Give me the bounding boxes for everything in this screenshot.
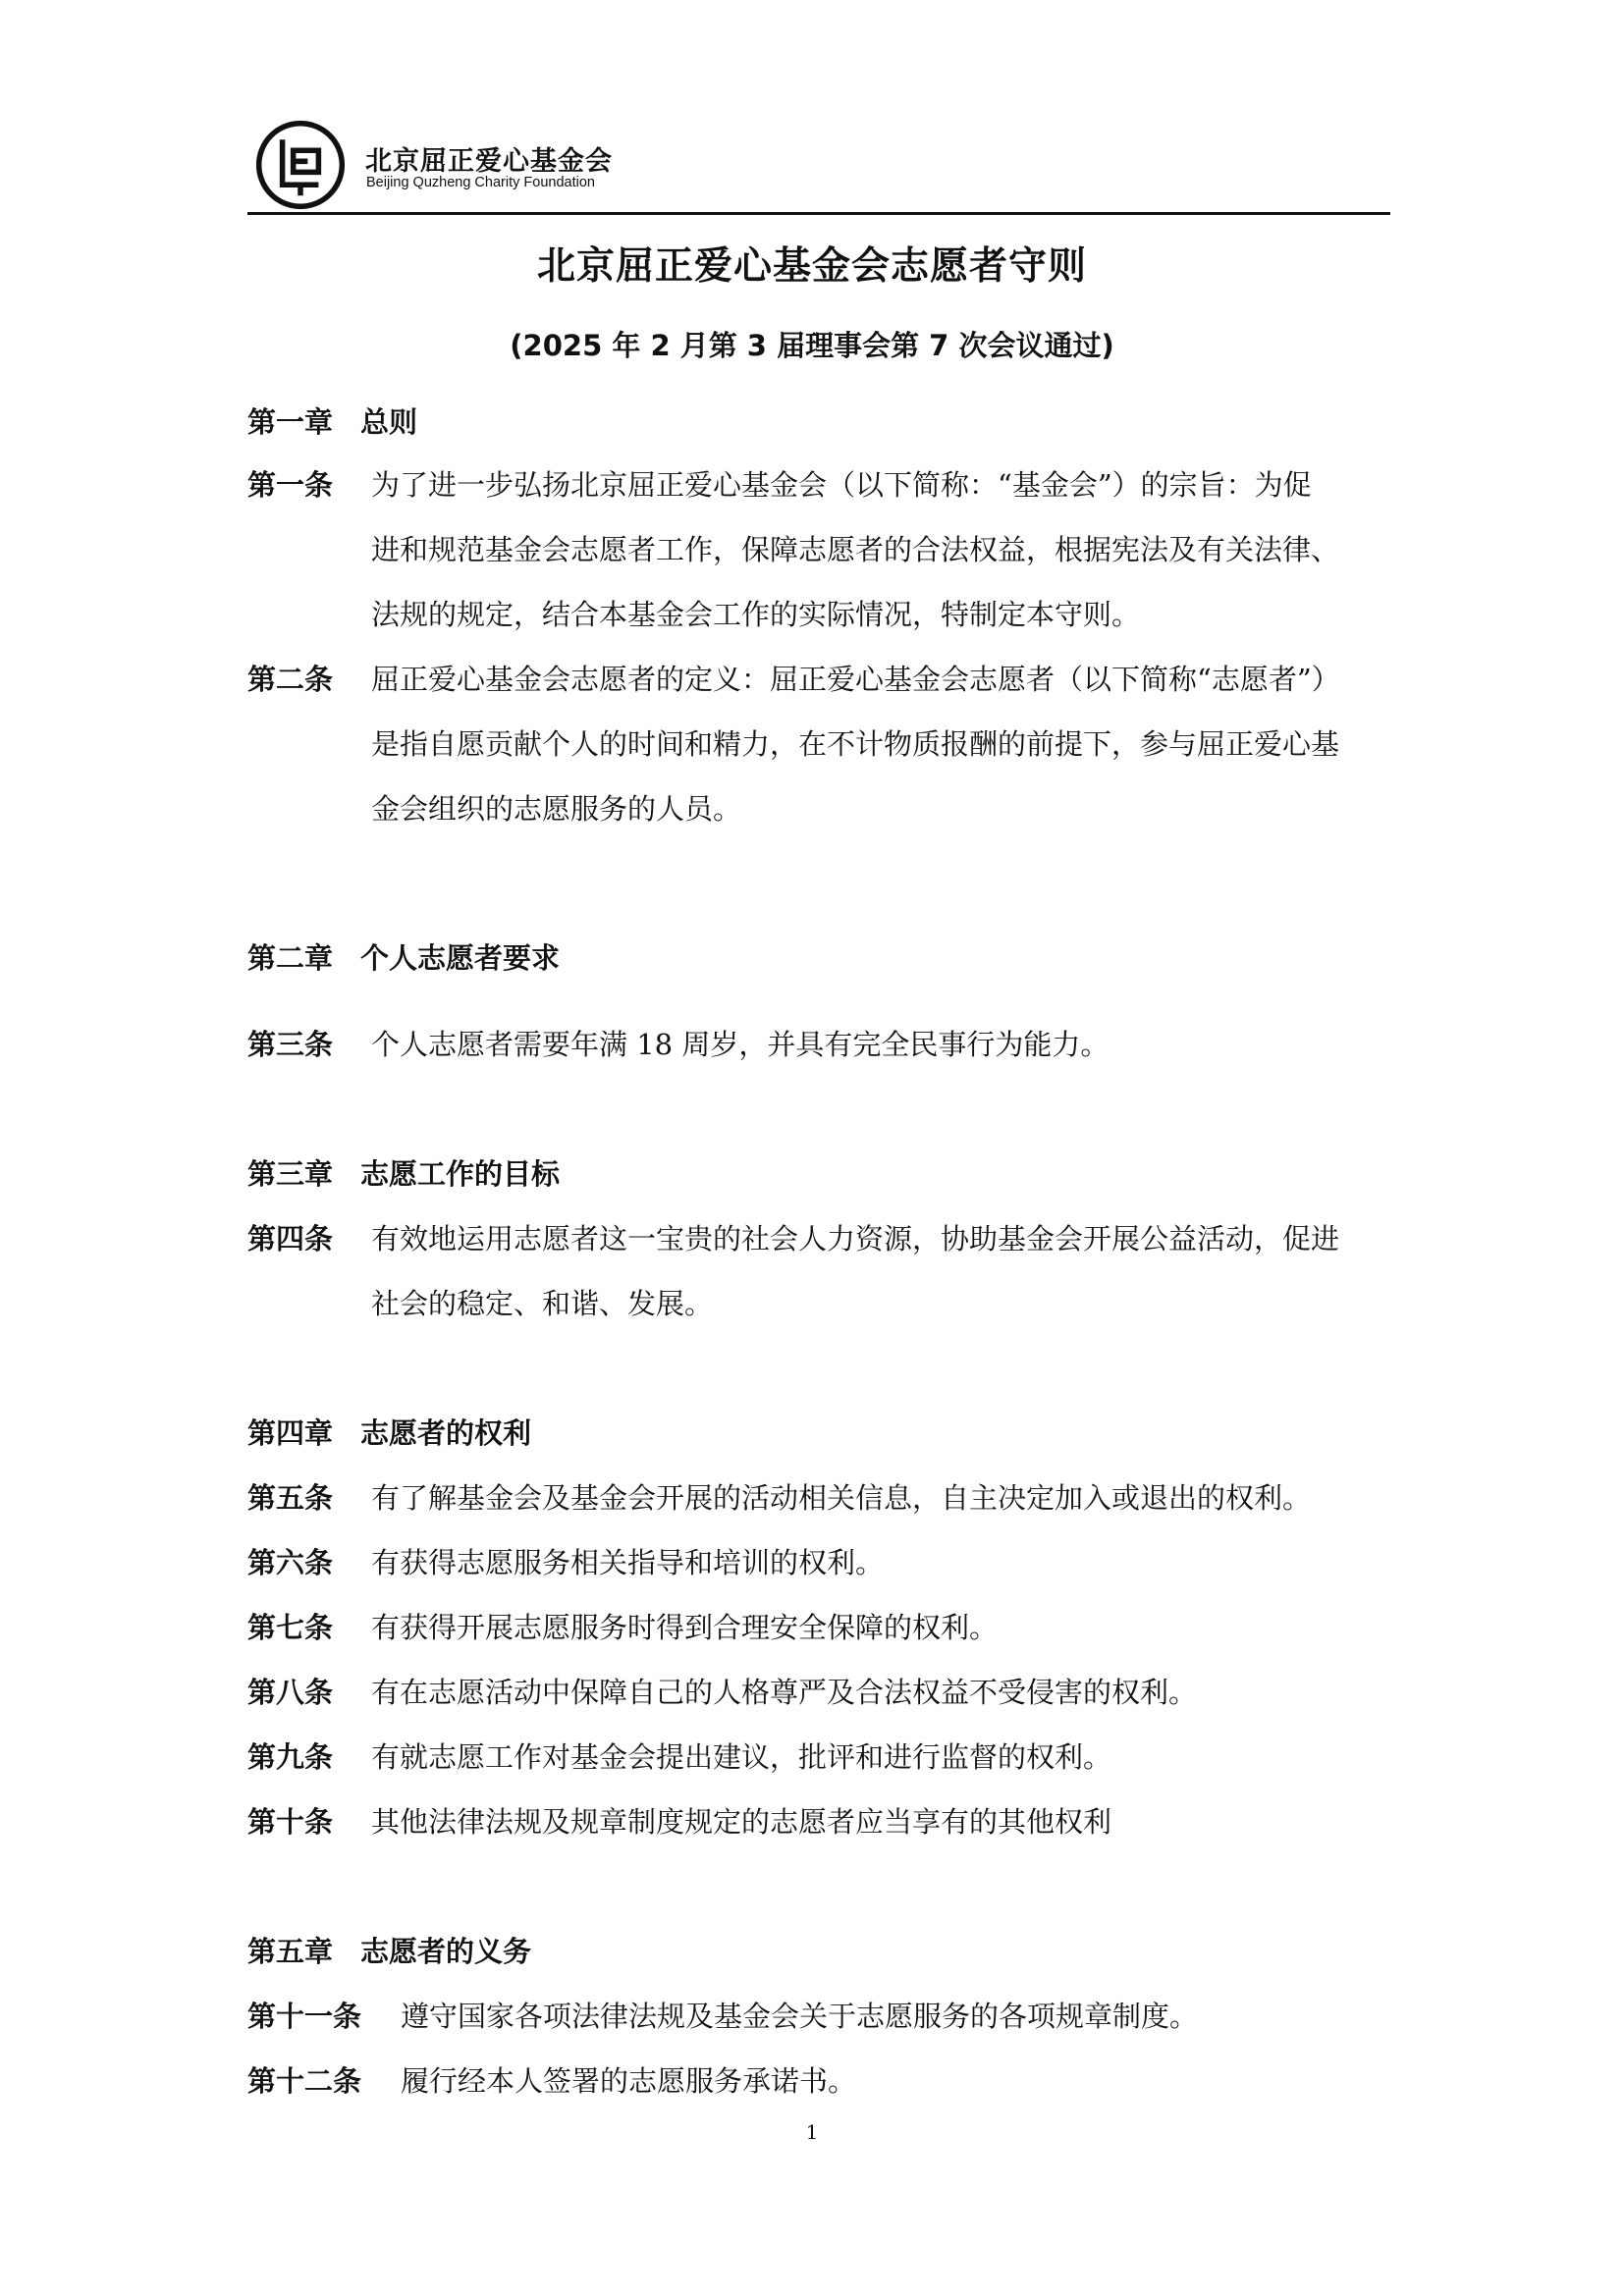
article-label: 第七条 <box>247 1611 334 1644</box>
article-label: 第五条 <box>247 1481 334 1515</box>
article-text-line: 个人志愿者需要年满 18 周岁，并具有完全民事行为能力。 <box>371 1028 1110 1061</box>
chapter-heading <box>247 402 417 443</box>
article-text-line: 有了解基金会及基金会开展的活动相关信息，自主决定加入或退出的权利。 <box>371 1481 1312 1515</box>
article-text-line: 是指自愿贡献个人的时间和精力，在不计物质报酬的前提下，参与屈正爱心基 <box>371 727 1340 761</box>
article-label: 第四条 <box>247 1222 334 1255</box>
article-text-line: 有效地运用志愿者这一宝贵的社会人力资源，协助基金会开展公益活动，促进 <box>371 1222 1340 1255</box>
chapter-title: 志愿者的义务 <box>360 1935 532 1968</box>
header-rule <box>247 212 1390 215</box>
article-text-line: 社会的稳定、和谐、发展。 <box>371 1287 714 1320</box>
chapter-label: 第五章 <box>247 1935 334 1968</box>
article-label: 第一条 <box>247 468 334 502</box>
qu-seal-logo-icon <box>255 120 346 210</box>
chapter-heading <box>247 1932 531 1972</box>
article-text-line: 金会组织的志愿服务的人员。 <box>371 792 742 826</box>
chapter-heading <box>247 938 560 979</box>
letterhead <box>247 120 1386 214</box>
chapter-label: 第四章 <box>247 1416 334 1450</box>
article-label: 第十条 <box>247 1805 334 1839</box>
article-label: 第六条 <box>247 1546 334 1579</box>
chapter-title: 总则 <box>360 405 418 439</box>
chapter-label: 第一章 <box>247 405 334 439</box>
article-text-line: 有获得志愿服务相关指导和培训的权利。 <box>371 1546 885 1579</box>
article-text-line: 有就志愿工作对基金会提出建议，批评和进行监督的权利。 <box>371 1740 1112 1774</box>
document-subtitle: (2025 年 2 月第 3 届理事会第 7 次会议通过) <box>510 329 1114 362</box>
article-text-line: 进和规范基金会志愿者工作，保障志愿者的合法权益，根据宪法及有关法律、 <box>371 533 1340 566</box>
article-text-line: 有在志愿活动中保障自己的人格尊严及合法权益不受侵害的权利。 <box>371 1676 1198 1709</box>
chapter-title: 志愿工作的目标 <box>360 1157 561 1191</box>
chapter-label: 第二章 <box>247 941 334 975</box>
article-text-line: 其他法律法规及规章制度规定的志愿者应当享有的其他权利 <box>371 1805 1112 1839</box>
article-text-line: 法规的规定，结合本基金会工作的实际情况，特制定本守则。 <box>371 598 1141 631</box>
article-text-line: 为了进一步弘扬北京屈正爱心基金会（以下简称：“基金会”）的宗旨：为促 <box>371 468 1312 502</box>
chapter-heading <box>247 1414 531 1454</box>
org-name-cn: 北京屈正爱心基金会 <box>365 146 613 177</box>
chapter-title: 志愿者的权利 <box>360 1416 532 1450</box>
article-label: 第九条 <box>247 1740 334 1774</box>
article-text-line: 履行经本人签署的志愿服务承诺书。 <box>401 2064 857 2098</box>
chapter-title: 个人志愿者要求 <box>360 941 561 975</box>
article-label: 第二条 <box>247 663 334 696</box>
article-label: 第三条 <box>247 1028 334 1061</box>
chapter-heading <box>247 1154 560 1195</box>
org-name-en: Beijing Quzheng Charity Foundation <box>366 175 595 190</box>
article-text-line: 有获得开展志愿服务时得到合理安全保障的权利。 <box>371 1611 999 1644</box>
page-number: 1 <box>805 2120 819 2144</box>
document-title: 北京屈正爱心基金会志愿者守则 <box>536 244 1087 289</box>
article-text-line: 屈正爱心基金会志愿者的定义：屈正爱心基金会志愿者（以下简称“志愿者”） <box>371 663 1340 696</box>
chapter-label: 第三章 <box>247 1157 334 1191</box>
article-label: 第八条 <box>247 1676 334 1709</box>
article-label: 第十一条 <box>247 2000 362 2033</box>
article-label: 第十二条 <box>247 2064 362 2098</box>
article-text-line: 遵守国家各项法律法规及基金会关于志愿服务的各项规章制度。 <box>401 2000 1199 2033</box>
